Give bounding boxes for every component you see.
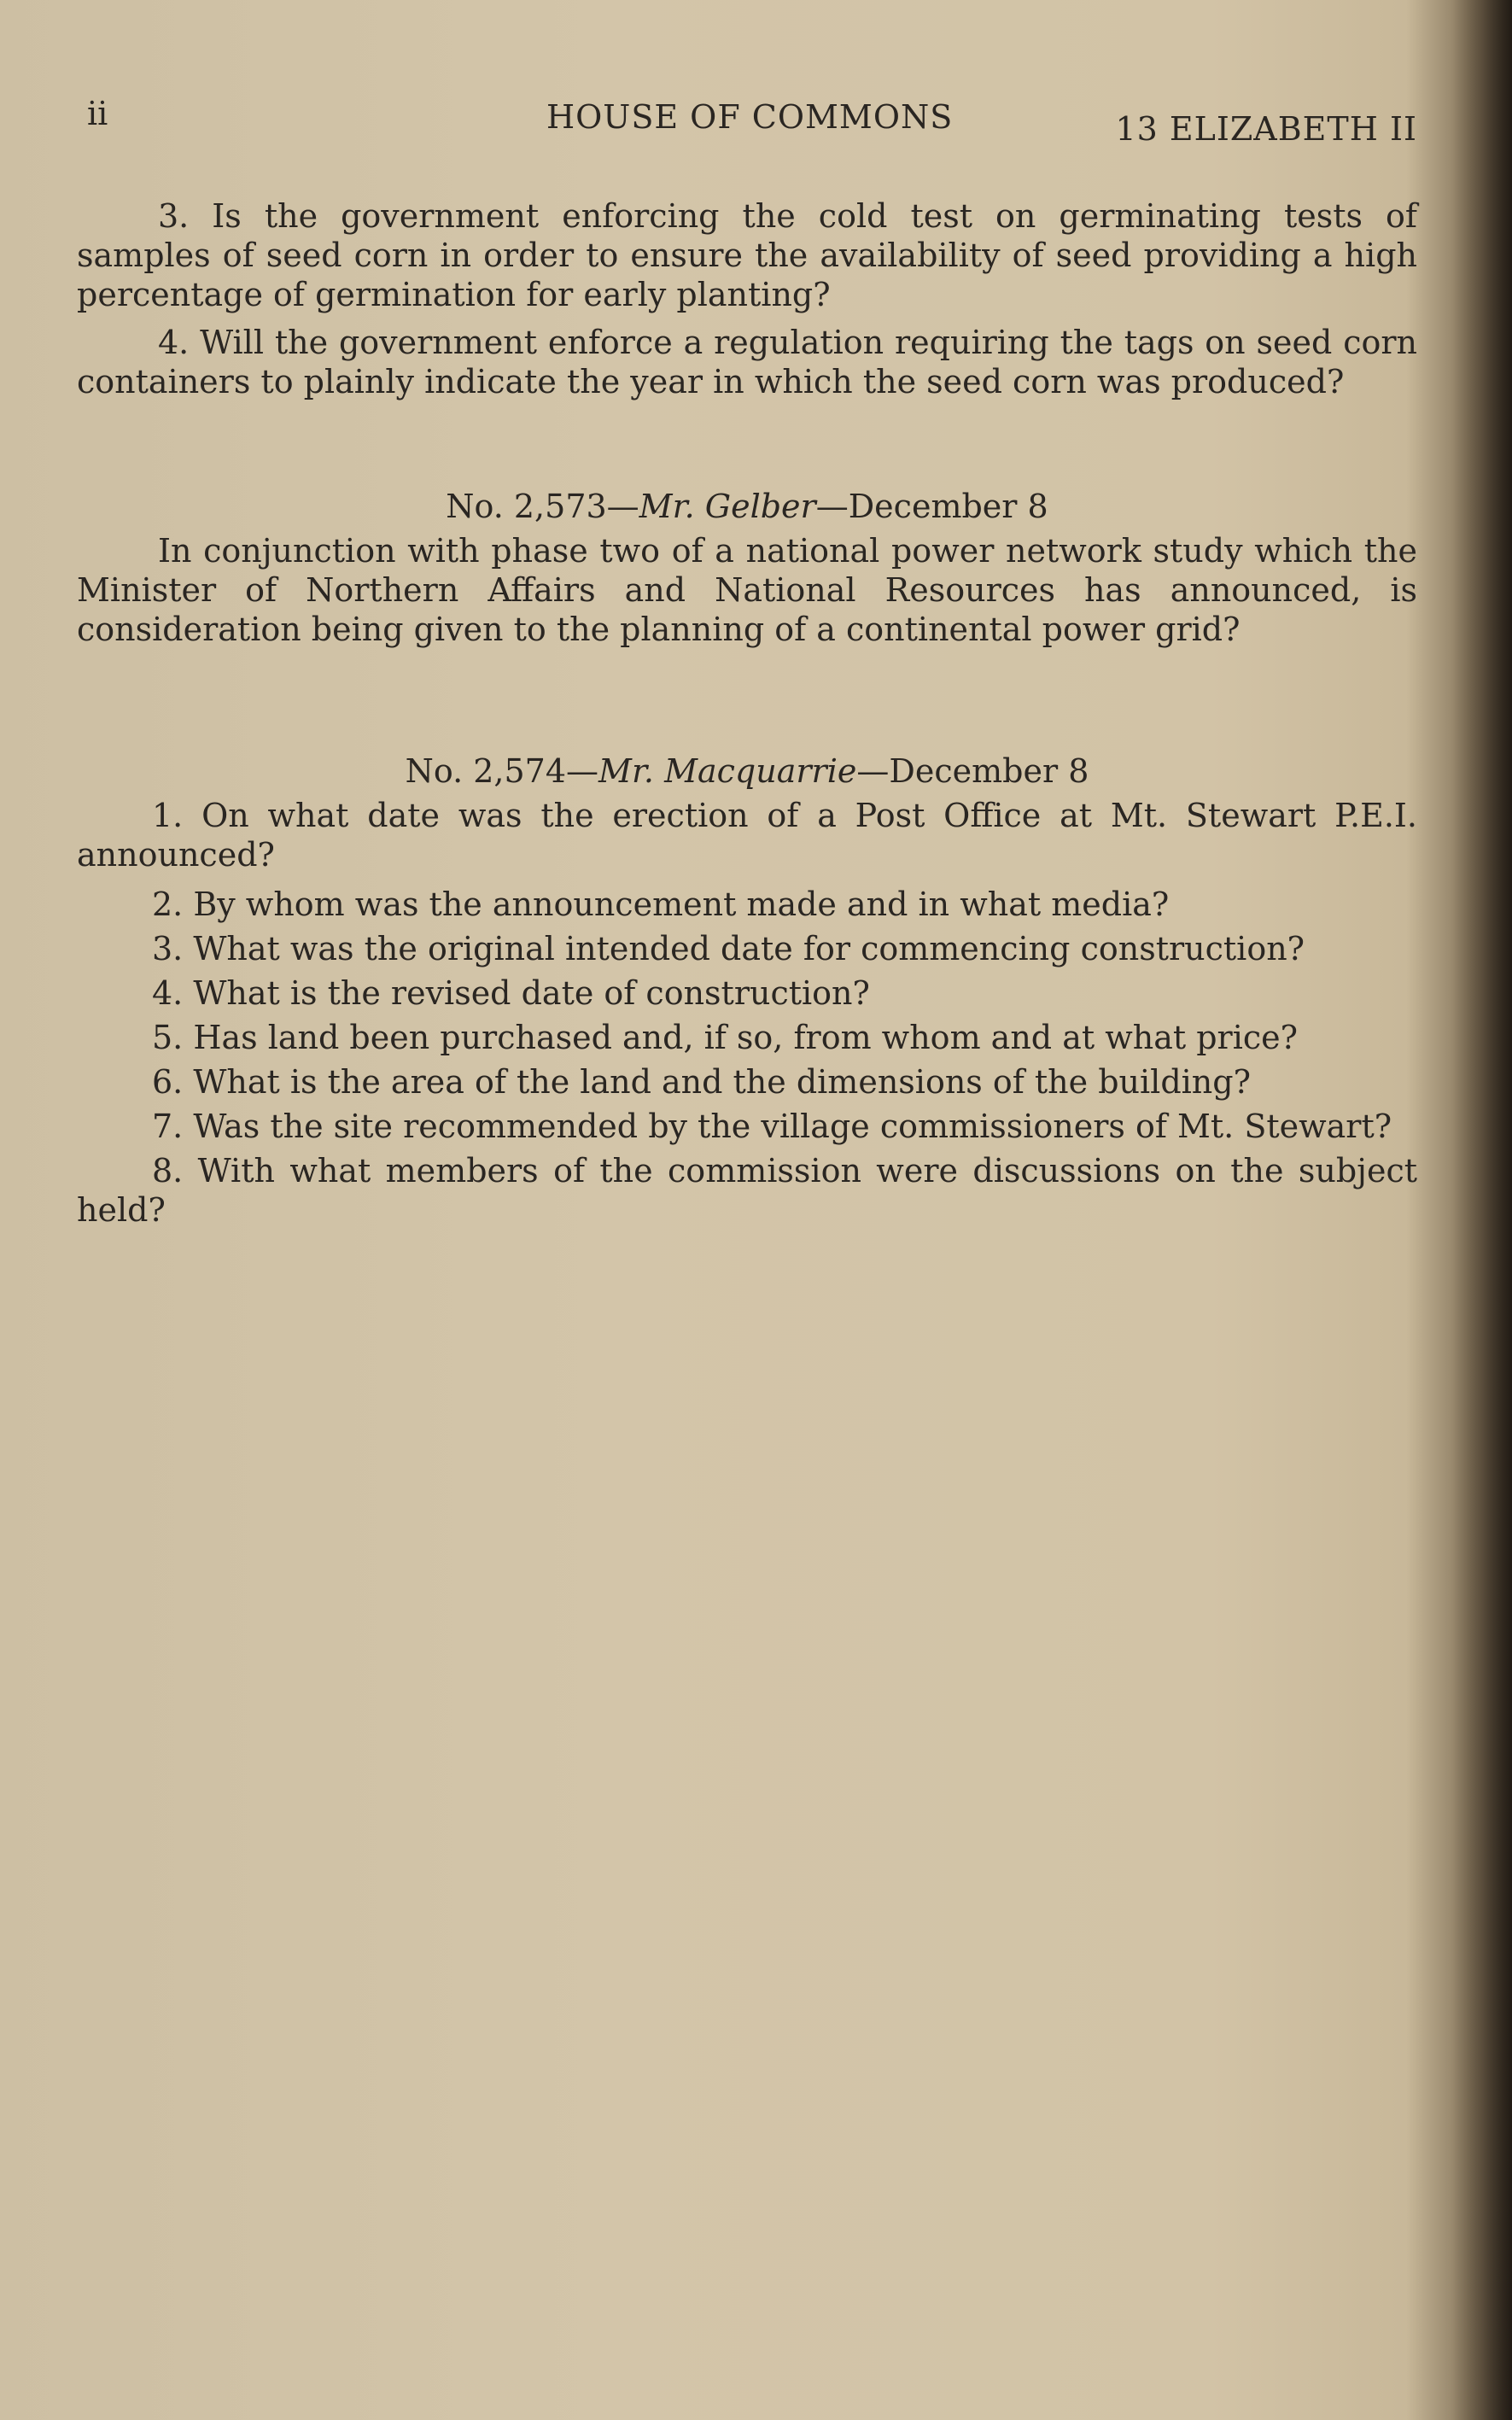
member-name: Mr. Macquarrie (598, 752, 857, 790)
question-number: No. 2,573— (446, 488, 639, 525)
question-paragraph: 3. Is the government enforcing the cold test on germinating tests of samples of seed corn in order to ensure the availability of seed providing a high percentage of germination for early planting? (77, 197, 1417, 313)
question-date: —December 8 (815, 488, 1048, 525)
book-spine-shadow (1452, 0, 1512, 2420)
list-item: 6. What is the area of the land and the dimensions of the building? (152, 1063, 1251, 1101)
list-item: 7. Was the site recommended by the village commissioners of Mt. Stewart? (152, 1108, 1392, 1145)
list-item: 5. Has land been purchased and, if so, from whom and at what price? (152, 1019, 1299, 1056)
running-header (77, 94, 1417, 148)
continued-questions (77, 196, 1417, 401)
member-name: Mr. Gelber (639, 488, 816, 525)
document-content (77, 94, 1417, 1230)
question-number: No. 2,574— (405, 752, 599, 790)
list-item: 1. On what date was the erection of a Post Office at Mt. Stewart P.E.I. announced? (77, 797, 1417, 874)
question-paragraph: 4. Will the government enforce a regulation requiring the tags on seed corn containers to plainly indicate the year in which the seed corn was produced? (77, 324, 1417, 400)
page-number: ii (87, 95, 108, 132)
question-paragraph: In conjunction with phase two of a national power network study which the Minister of Northern Affairs and National Resources has announced, is consideration being given to the planning of a continental power grid? (77, 532, 1417, 648)
list-item: 4. What is the revised date of construction? (152, 974, 870, 1012)
question-date: —December 8 (856, 752, 1089, 790)
header-title: HOUSE OF COMMONS (546, 98, 954, 136)
list-item: 2. By whom was the announcement made and in what media? (152, 886, 1170, 923)
list-item: 3. What was the original intended date for commencing construction? (152, 930, 1305, 967)
header-session: 13 ELIZABETH II (1115, 110, 1417, 148)
question-heading-2574 (77, 751, 1417, 791)
list-item: 8. With what members of the commission were discussions on the subject held? (77, 1152, 1417, 1229)
question-list-2574 (77, 796, 1417, 1230)
question-heading-2573 (77, 487, 1417, 526)
